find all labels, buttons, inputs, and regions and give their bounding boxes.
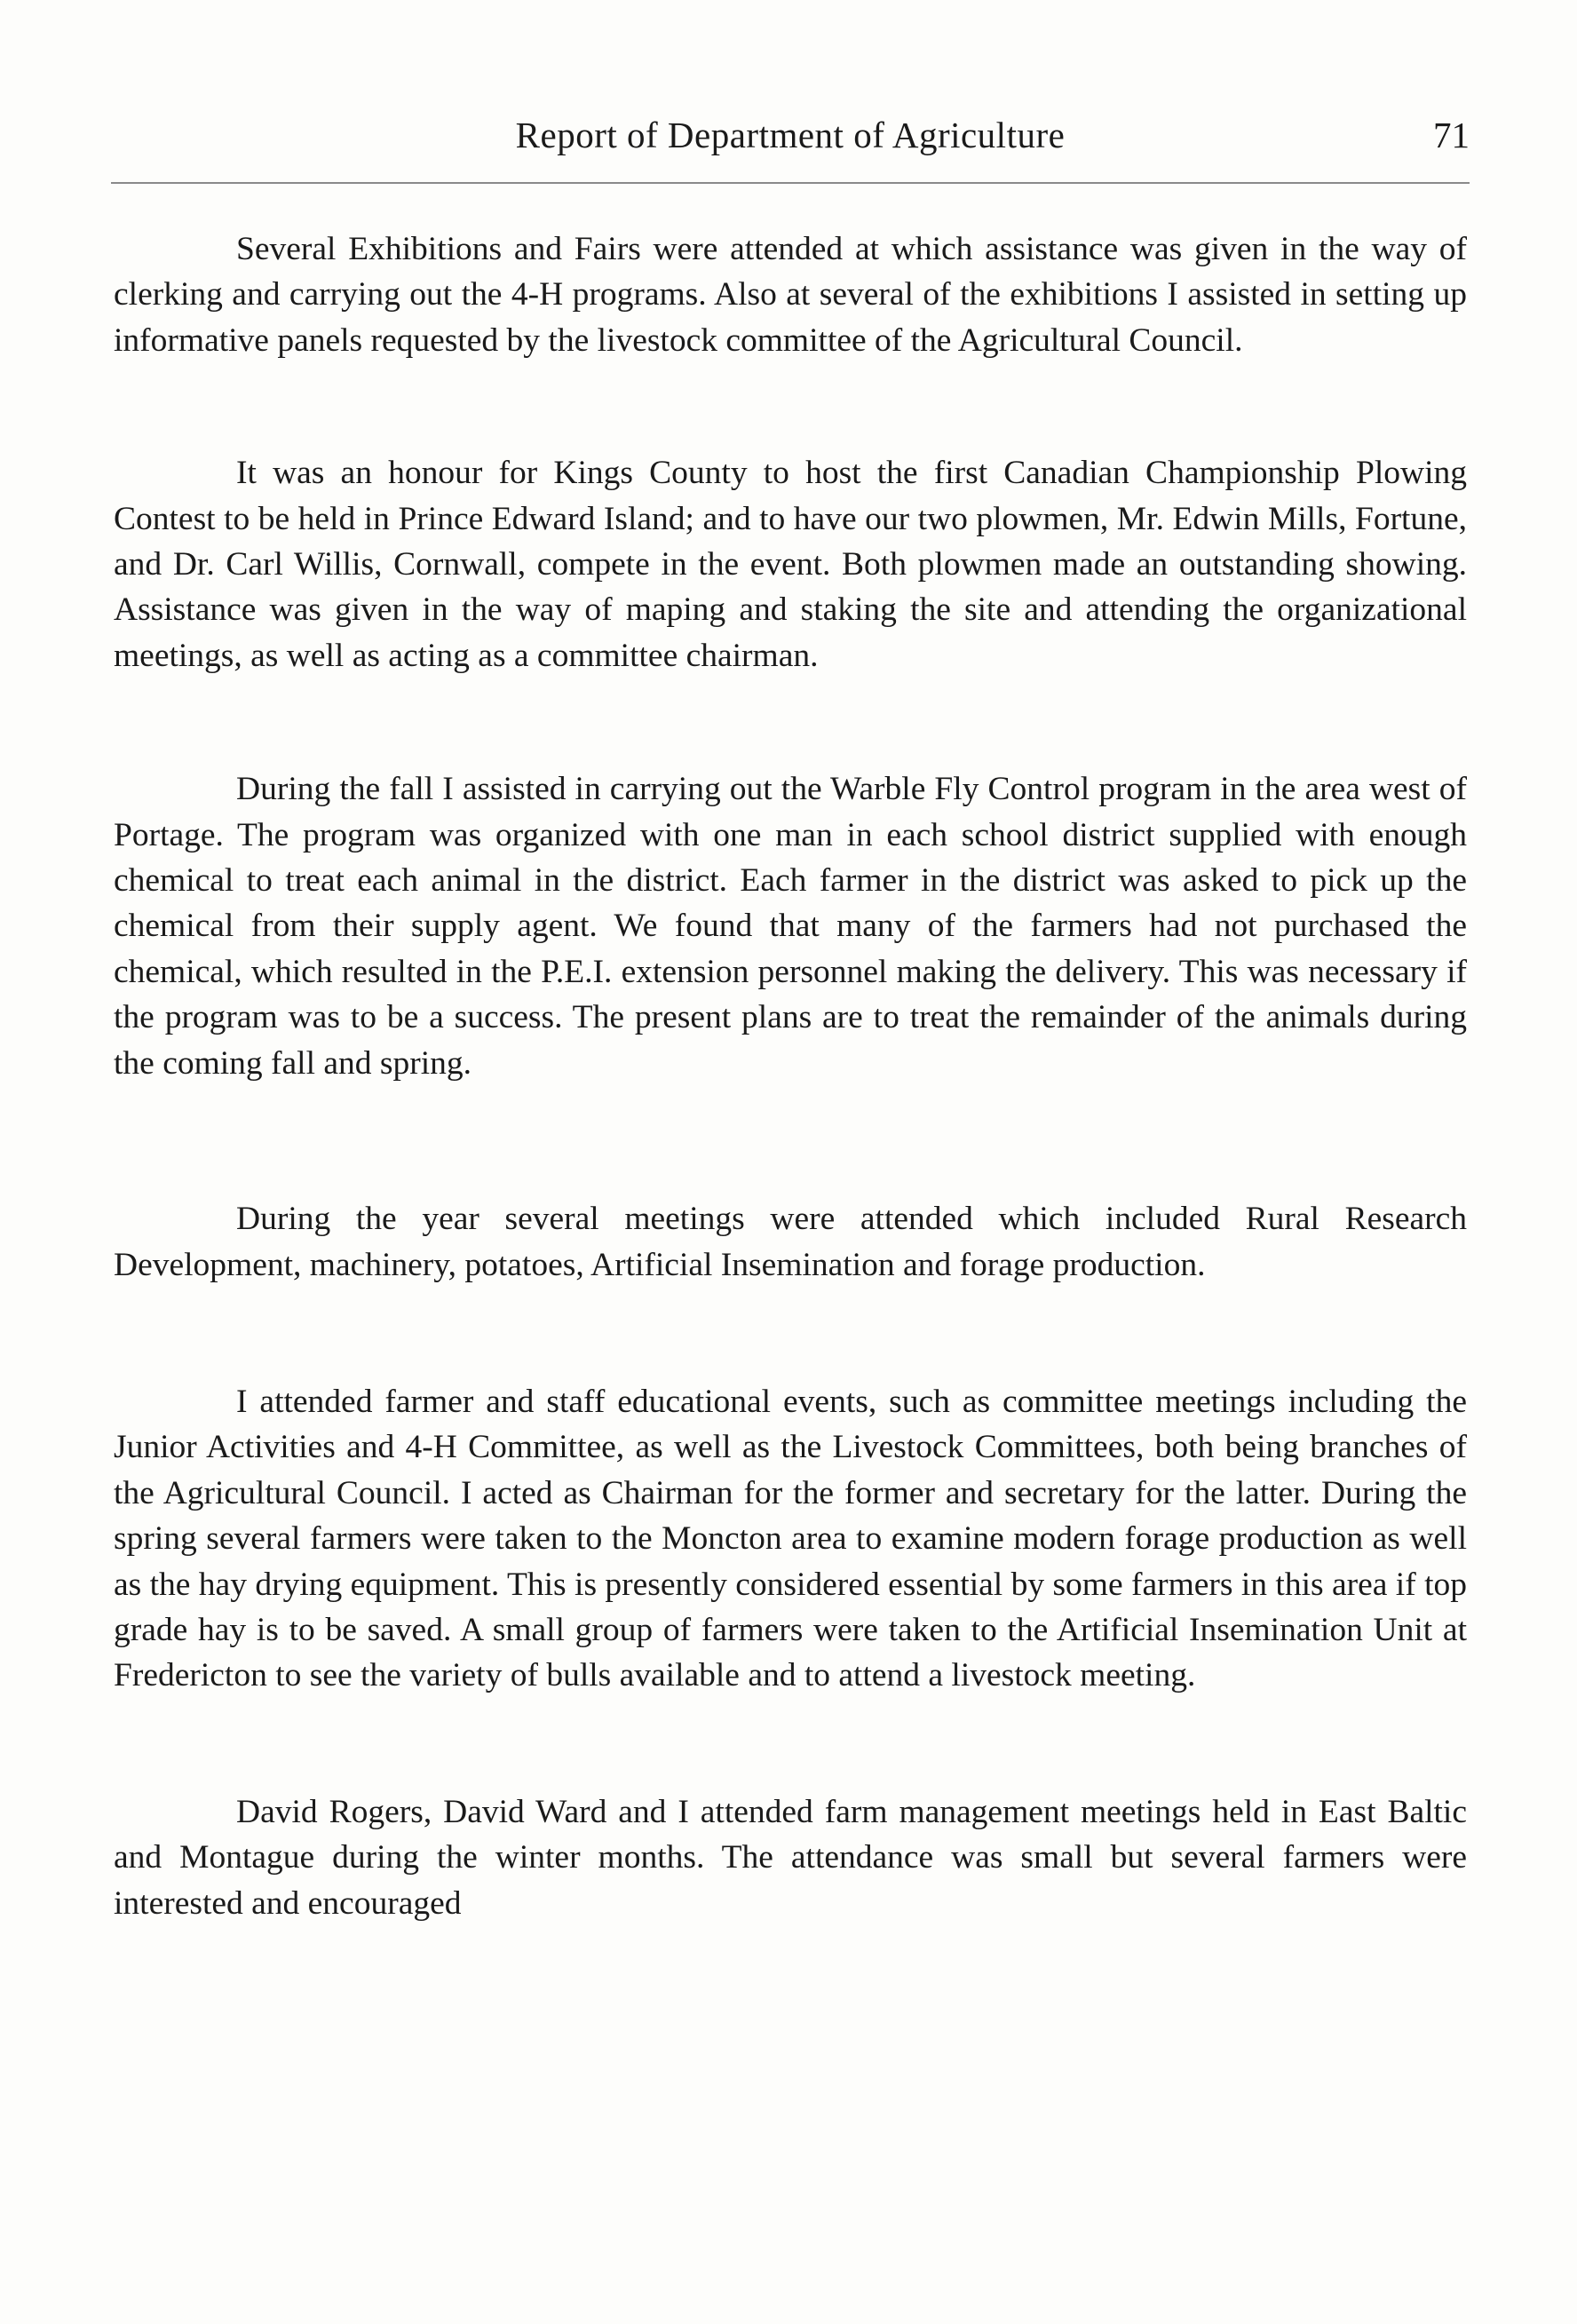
paragraph-exhibitions: Several Exhibitions and Fairs were attended at which assistance was given in the way of clerking and carrying out the 4-H programs. Also at several of the exhibitions I assisted in setting up informative panels requested by the livestock committee of the Agricultural Council.: [114, 231, 1467, 359]
paragraph-plowing-contest: It was an honour for Kings County to host the first Canadian Championship Plowing Contest to be held in Prince Edward Island; and to have our two plowmen, Mr. Edwin Mills, Fortune, and Dr. Carl Willis, Cornwall, compete in the event. Both plowmen made an outstanding showing. Assistance was given in the way of maping and staking the site and attending the organizational meetings, as well as acting as a committee chairman.: [114, 455, 1467, 674]
header-rule: [111, 182, 1470, 184]
paragraph-meetings: During the year several meetings were attended which included Rural Research Development, machinery, potatoes, Artificial Insemination and forage production.: [114, 1201, 1467, 1283]
paragraph-farm-management: David Rogers, David Ward and I attended farm management meetings held in East Baltic and Montague during the winter months. The attendance was small but several farmers were interested and encouraged: [114, 1793, 1467, 1922]
body-text: [114, 226, 1467, 1926]
paragraph-educational-events: I attended farmer and staff educational events, such as committee meetings including the Junior Activities and 4-H Committee, as well as the Livestock Committees, both being branches of the Agricultural Council. I acted as Chairman for the former and secretary for the latter. During the spring several farmers were taken to the Moncton area to examine modern forage production as well as the hay drying equipment. This is presently considered essential by some farmers in this area if top grade hay is to be saved. A small group of farmers were taken to the Artificial Insemination Unit at Fredericton to see the variety of bulls available and to attend a livestock meeting.: [114, 1383, 1467, 1694]
header-title: Report of Department of Agriculture: [515, 115, 1066, 155]
running-header: [111, 114, 1470, 176]
paragraph-warble-fly: During the fall I assisted in carrying out the Warble Fly Control program in the area west of Portage. The program was organized with one man in each school district supplied with enough chemical to treat each animal in the district. Each farmer in the district was asked to pick up the chemical from their supply agent. We found that many of the farmers had not purchased the chemical, which resulted in the P.E.I. extension personnel making the delivery. This was necessary if the program was to be a success. The present plans are to treat the remainder of the animals during the coming fall and spring.: [114, 771, 1467, 1082]
page-number: 71: [1433, 115, 1470, 155]
